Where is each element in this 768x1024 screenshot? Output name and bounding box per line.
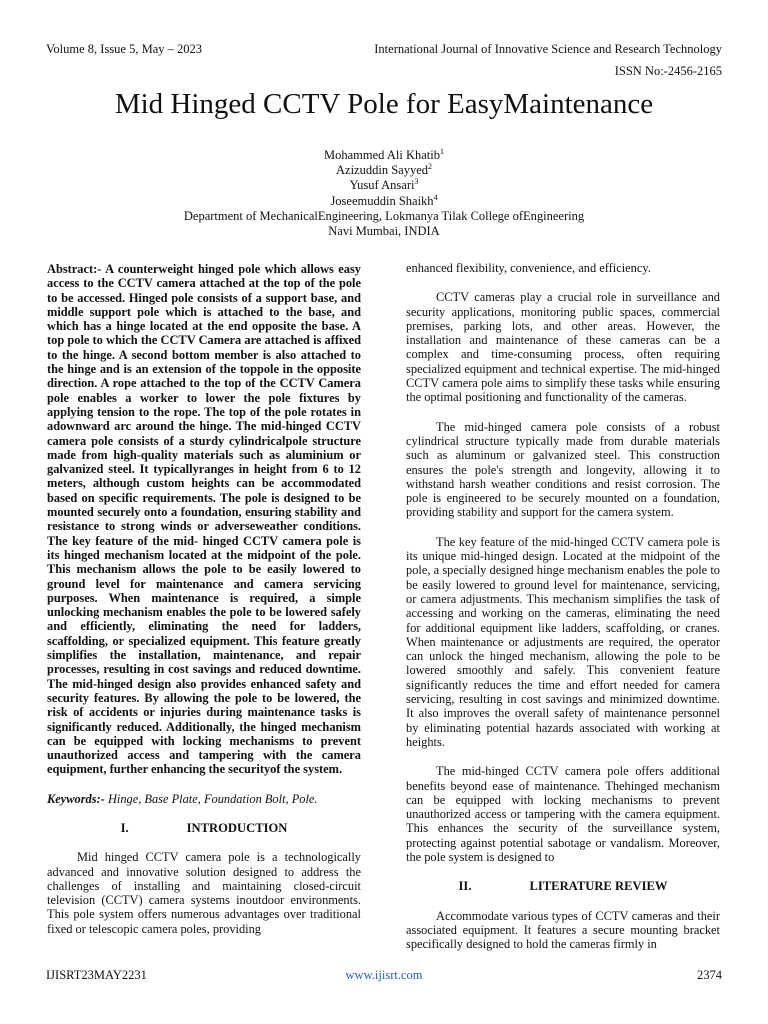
- left-column: [47, 262, 361, 936]
- affiliation: Department of MechanicalEngineering, Lokmanya Tilak College ofEngineering: [183, 208, 585, 223]
- author: Joseemuddin Shaikh$^4$: [330, 192, 438, 208]
- paper-title: Mid Hinged CCTV Pole for EasyMaintenance: [114, 88, 654, 120]
- page-number: 2374: [697, 968, 722, 982]
- author: Azizuddin Sayyed$^2$: [336, 162, 432, 178]
- issn: ISSN No:-2456-2165: [614, 64, 722, 78]
- paragraph: enhanced flexibility, convenience, and efficiency.: [406, 261, 651, 275]
- abstract: Abstract:- A counterweight hinged pole which allows easy access to the CCTV camera attached at the top of the pole to be accessed. Hinged pole consists of a support base, and middle support pole which is attached to the base, and which has a hinge located at the end opposite the base. A top pole to which the CCTV Camera are attached is affixed to the hinge. A second bottom member is also attached to the hinge and is an extension of the toppole in the opposite direction. A rope attached to the top of the CCTV Camera pole enables a worker to lower the pole fixtures by applying tension to the rope. The top of the pole rotates in adownward arc around the hinge. The mid-hinged CCTV camera pole consists of a sturdy cylindricalpole structure made from high-quality materials such as aluminium or galvanized steel. It typicallyranges in height from 6 to 12 meters, although custom heights can be accommodated based on specific requirements. The pole is designed to be mounted securely onto a foundation, ensuring stability and resistance to strong winds or adverseweather conditions. The key feature of the mid- hinged CCTV camera pole is its hinged mechanism located at the midpoint of the pole. This mechanism allows the pole to be easily lowered to ground level for maintenance and camera servicing purposes. When maintenance is required, a simple unlocking mechanism enables the pole to be lowered safely and efficiently, eliminating the need for ladders, scaffolding, or specialized equipment. This feature greatly simplifies the installation, maintenance, and repair processes, resulting in cost savings and reduced downtime. The mid-hinged design also provides enhanced safety and security features. By allowing the pole to be lowered, the risk of accidents or injuries during maintenance tasks is significantly reduced. Additionally, the hinged mechanism can be equipped with locking mechanisms to prevent unauthorized access and tampering with the camera equipment, further enhancing the securityof the system.: [47, 262, 361, 777]
- location: Navi Mumbai, INDIA: [328, 224, 440, 239]
- author: Yusuf Ansari$^3$: [349, 177, 419, 193]
- volume-issue: Volume 8, Issue 5, May – 2023: [46, 42, 203, 56]
- right-column: [406, 261, 720, 951]
- intro-paragraph: Mid hinged CCTV camera pole is a technologically advanced and innovative solution designed to address the challenges of installing and maintaining closed-circuit television (CCTV) camera systems inoutdoor environments. This pole system offers numerous advantages over traditional fixed or telescopic camera poles, providing: [47, 850, 361, 936]
- author: Mohammed Ali Khatib$^1$: [324, 146, 444, 162]
- paper-id: IJISRT23MAY2231: [46, 968, 147, 982]
- section-heading-literature-review: II. LITERATURE REVIEW: [458, 879, 668, 894]
- website-link[interactable]: www.ijisrt.com: [345, 968, 423, 982]
- section-heading-introduction: I. INTRODUCTION: [120, 820, 288, 835]
- keywords: Keywords:- Hinge, Base Plate, Foundation Bolt, Pole.: [47, 791, 318, 806]
- paragraph: CCTV cameras play a crucial role in surveillance and security applications, monitoring public spaces, commercial premises, parking lots, and other areas. However, the installation and maintenance of these cameras can be a complex and time-consuming process, often requiring specialized equipment and technical expertise. The mid-hinged CCTV camera pole aims to simplify these tasks while ensuring the optimal positioning and functionality of the cameras.: [406, 290, 720, 405]
- journal-name: International Journal of Innovative Science and Research Technology: [374, 42, 722, 56]
- paragraph: Accommodate various types of CCTV cameras and their associated equipment. It features a secure mounting bracket specifically designed to hold the cameras firmly in: [406, 908, 720, 952]
- paragraph: The mid-hinged CCTV camera pole offers additional benefits beyond ease of maintenance. Thehinged mechanism can be equipped with locking mechanisms to prevent unauthorized access or tampering with the camera equipment. This enhances the security of the surveillance system, protecting against potential sabotage or vandalism. Moreover, the pole system is designed to: [406, 764, 720, 864]
- paragraph: The mid-hinged camera pole consists of a robust cylindrical structure typically made from durable materials such as aluminum or galvanized steel. This construction ensures the pole's strength and longevity, allowing it to withstand harsh weather conditions and resist corrosion. The pole is engineered to be securely mounted on a foundation, providing stability and support for the camera system.: [406, 419, 720, 520]
- paragraph: The key feature of the mid-hinged CCTV camera pole is its unique mid-hinged design. Located at the midpoint of the pole, a specially designed hinge mechanism enables the pole to be easily lowered to ground level for maintenance, servicing, or camera adjustments. This mechanism simplifies the task of accessing and working on the cameras, eliminating the need for additional equipment like ladders, scaffolding, or cranes. When maintenance or adjustments are required, the operator can unlock the hinged mechanism, allowing the pole to be lowered smoothly and safely. This convenient feature significantly reduces the time and effort needed for camera servicing, resulting in cost savings and minimized downtime. It also improves the overall safety of maintenance personnel by eliminating potential hazards associated with working at heights.: [406, 534, 720, 749]
- author-block: [0, 148, 768, 239]
